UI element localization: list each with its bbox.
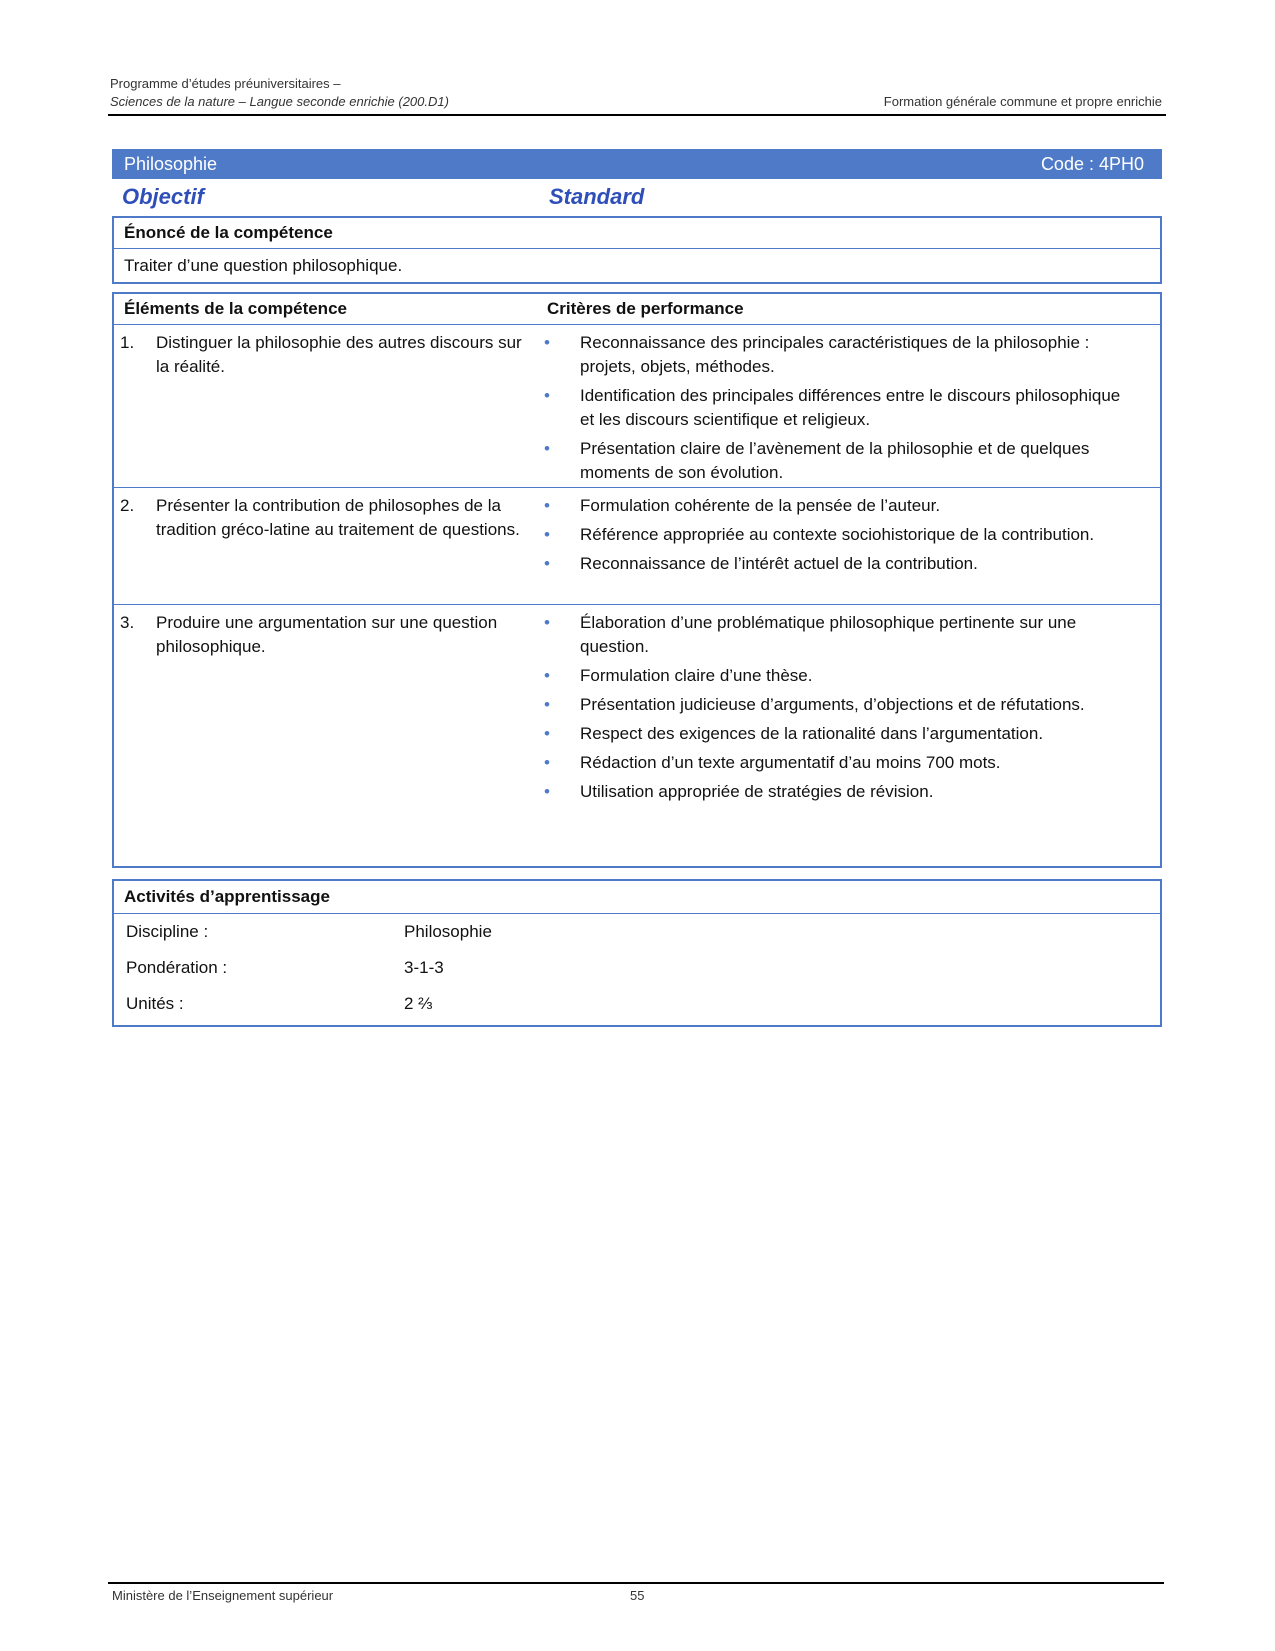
enonce-panel [112, 216, 1162, 284]
bullet-icon: • [544, 753, 550, 772]
discipline-row [114, 914, 1160, 950]
competence-table-header [114, 294, 1160, 325]
enonce-heading: Énoncé de la compétence [114, 218, 1160, 249]
header-formation: Formation générale commune et propre enrichie [883, 94, 1162, 109]
header-rule [108, 114, 1166, 116]
competence-table [112, 292, 1162, 868]
criterion-item: • Présentation claire de l’avènement de la philosophie et de quelques moments de son évolution. [544, 439, 1090, 482]
bullet-icon: • [544, 439, 550, 458]
criteres-heading: Critères de performance [547, 299, 744, 318]
table-row [114, 488, 1160, 605]
criterion-item: • Formulation cohérente de la pensée de l’auteur. [544, 494, 1124, 518]
element-text: Distinguer la philosophie des autres discours sur la réalité. [156, 333, 522, 376]
objectif-label: Objectif [122, 184, 204, 209]
element-number: 3. [120, 613, 135, 632]
criterion-item: • Utilisation appropriée de stratégies de révision. [544, 780, 1124, 804]
criterion-item: • Présentation judicieuse d’arguments, d’objections et de réfutations. [544, 693, 1124, 717]
element-number: 2. [120, 496, 135, 515]
criterion-item: • Référence appropriée au contexte sociohistorique de la contribution. [544, 523, 1124, 547]
criterion-item: • Reconnaissance de l’intérêt actuel de la contribution. [544, 552, 1124, 576]
page-number: 55 [630, 1588, 645, 1603]
activites-panel [112, 879, 1162, 1027]
unites-value: 2 ⅔ [404, 994, 433, 1013]
ponderation-row [114, 950, 1160, 986]
bullet-icon: • [544, 724, 550, 743]
course-name: Philosophie [124, 153, 218, 174]
bullet-icon: • [544, 386, 550, 405]
table-row [114, 605, 1160, 855]
footer-rule [108, 1582, 1164, 1584]
bullet-icon: • [544, 333, 550, 352]
table-row [114, 325, 1160, 488]
unites-label: Unités : [126, 994, 184, 1013]
bullet-icon: • [544, 554, 550, 573]
element-text: Produire une argumentation sur une question philosophique. [156, 613, 498, 656]
header-program-name: Sciences de la nature – Langue seconde enrichie (200.D1) [110, 94, 449, 109]
bullet-icon: • [544, 496, 550, 515]
bullet-icon: • [544, 782, 550, 801]
standard-label: Standard [549, 184, 645, 209]
bullet-icon: • [544, 525, 550, 544]
element-text: Présenter la contribution de philosophes de la tradition gréco-latine au traitement de questions. [156, 496, 520, 539]
criterion-item: • Élaboration d’une problématique philosophique pertinente sur une question. [544, 613, 1077, 656]
criterion-item: • Rédaction d’un texte argumentatif d’au moins 700 mots. [544, 751, 1124, 775]
objective-standard-labels [122, 184, 1162, 210]
criterion-item: • Identification des principales différences entre le discours philosophique et les discours scientifique et religieux. [544, 386, 1121, 429]
header-program: Programme d’études préuniversitaires – [110, 76, 341, 91]
ponderation-value: 3-1-3 [404, 958, 444, 977]
course-code: Code : 4PH0 [1040, 153, 1144, 174]
activites-heading: Activités d’apprentissage [114, 881, 1160, 914]
discipline-label: Discipline : [126, 922, 209, 941]
unites-row [114, 986, 1160, 1022]
ponderation-label: Pondération : [126, 958, 228, 977]
course-title-bar [112, 149, 1162, 179]
enonce-text: Traiter d’une question philosophique. [124, 256, 403, 275]
criterion-item: • Formulation claire d’une thèse. [544, 664, 1124, 688]
element-number: 1. [120, 333, 135, 352]
footer-ministry: Ministère de l’Enseignement supérieur [112, 1588, 334, 1603]
discipline-value: Philosophie [404, 922, 492, 941]
bullet-icon: • [544, 695, 550, 714]
page-header [110, 76, 1162, 109]
bullet-icon: • [544, 666, 550, 685]
page-footer [108, 1582, 1164, 1606]
criterion-item: • Reconnaissance des principales caractéristiques de la philosophie : projets, objets, méthodes. [544, 333, 1090, 376]
elements-heading: Éléments de la compétence [124, 299, 347, 318]
criterion-item: • Respect des exigences de la rationalité dans l’argumentation. [544, 722, 1124, 746]
bullet-icon: • [544, 613, 550, 632]
